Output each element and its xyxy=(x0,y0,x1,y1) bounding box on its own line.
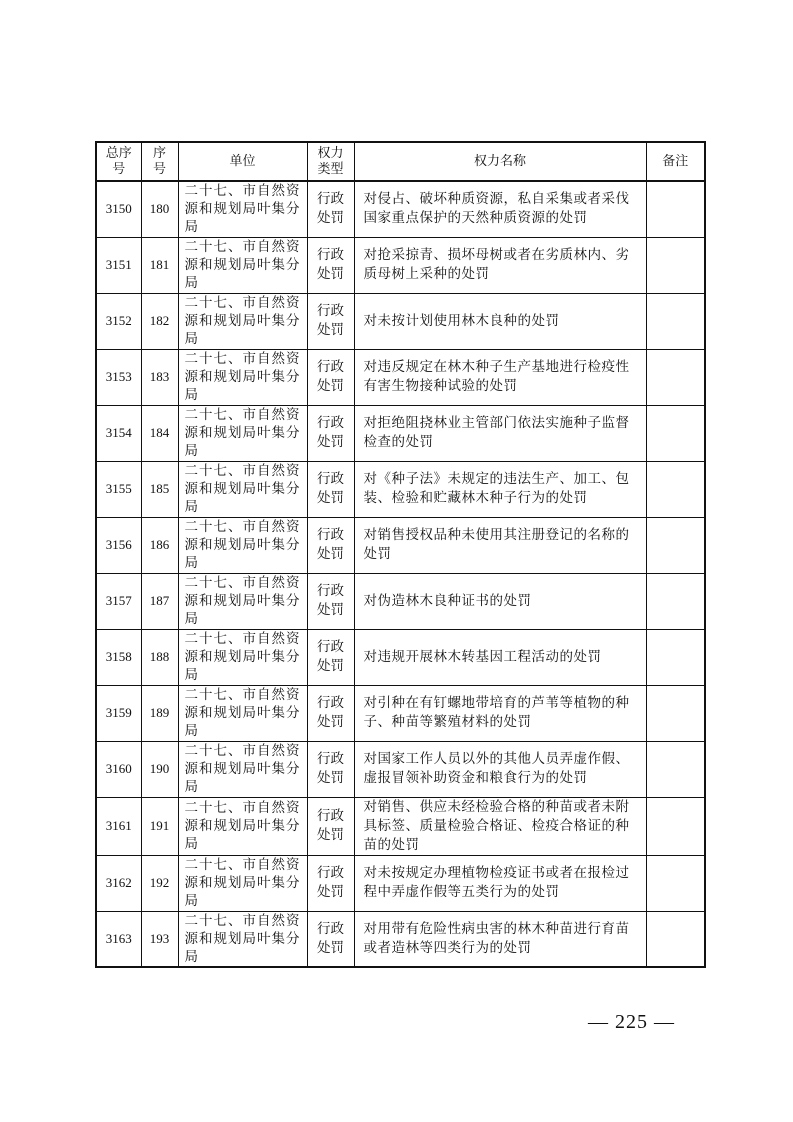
cell-power-type-text: 行政处罚 xyxy=(317,247,344,282)
cell-power-type-text: 行政处罚 xyxy=(317,695,344,730)
cell-unit: 二十七、市自然资源和规划局叶集分局 xyxy=(178,797,307,855)
header-power-name xyxy=(354,142,646,181)
header-remarks-label: 备注 xyxy=(662,153,689,169)
table-row xyxy=(96,629,705,685)
cell-power-type xyxy=(307,405,354,461)
cell-power-type xyxy=(307,237,354,293)
cell-power-name: 对未按计划使用林木良种的处罚 xyxy=(354,293,646,349)
cell-power-type-text: 行政处罚 xyxy=(317,527,344,562)
table-row xyxy=(96,741,705,797)
cell-remarks xyxy=(646,237,705,293)
page-number: — 225 — xyxy=(588,1011,675,1033)
header-remarks xyxy=(646,142,705,181)
cell-remarks xyxy=(646,293,705,349)
cell-unit: 二十七、市自然资源和规划局叶集分局 xyxy=(178,911,307,967)
table-header-row xyxy=(96,142,705,181)
cell-unit: 二十七、市自然资源和规划局叶集分局 xyxy=(178,741,307,797)
cell-power-name: 对违规开展林木转基因工程活动的处罚 xyxy=(354,629,646,685)
cell-power-type xyxy=(307,911,354,967)
cell-power-type-text: 行政处罚 xyxy=(317,808,344,843)
cell-unit: 二十七、市自然资源和规划局叶集分局 xyxy=(178,517,307,573)
cell-power-type-text: 行政处罚 xyxy=(317,639,344,674)
cell-seq-no: 181 xyxy=(141,237,178,293)
cell-power-type xyxy=(307,741,354,797)
cell-remarks xyxy=(646,797,705,855)
cell-power-type-text: 行政处罚 xyxy=(317,359,344,394)
cell-seq-no: 184 xyxy=(141,405,178,461)
cell-power-name: 对违反规定在林木种子生产基地进行检疫性有害生物接种试验的处罚 xyxy=(354,349,646,405)
cell-unit: 二十七、市自然资源和规划局叶集分局 xyxy=(178,349,307,405)
cell-power-name: 对拒绝阻挠林业主管部门依法实施种子监督检查的处罚 xyxy=(354,405,646,461)
cell-seq-no: 188 xyxy=(141,629,178,685)
cell-power-name: 对国家工作人员以外的其他人员弄虚作假、虚报冒领补助资金和粮食行为的处罚 xyxy=(354,741,646,797)
cell-power-name: 对销售、供应未经检验合格的种苗或者未附具标签、质量检验合格证、检疫合格证的种苗的处罚 xyxy=(354,797,646,855)
table-row xyxy=(96,517,705,573)
cell-remarks xyxy=(646,911,705,967)
table-row xyxy=(96,461,705,517)
header-seq-no-label: 序号 xyxy=(152,145,166,177)
cell-remarks xyxy=(646,405,705,461)
cell-total-no: 3160 xyxy=(96,741,141,797)
cell-power-type xyxy=(307,797,354,855)
cell-power-type xyxy=(307,349,354,405)
cell-total-no: 3163 xyxy=(96,911,141,967)
cell-seq-no: 189 xyxy=(141,685,178,741)
header-power-type-label: 权力类型 xyxy=(317,145,344,177)
cell-seq-no: 182 xyxy=(141,293,178,349)
table-row xyxy=(96,855,705,911)
cell-power-name: 对伪造林木良种证书的处罚 xyxy=(354,573,646,629)
table-row xyxy=(96,293,705,349)
cell-power-type xyxy=(307,517,354,573)
cell-power-name: 对未按规定办理植物检疫证书或者在报检过程中弄虚作假等五类行为的处罚 xyxy=(354,855,646,911)
cell-remarks xyxy=(646,685,705,741)
cell-power-name: 对销售授权品种未使用其注册登记的名称的处罚 xyxy=(354,517,646,573)
cell-seq-no: 186 xyxy=(141,517,178,573)
table-row xyxy=(96,911,705,967)
cell-power-type-text: 行政处罚 xyxy=(317,920,344,956)
cell-power-type xyxy=(307,629,354,685)
table-row xyxy=(96,573,705,629)
header-power-type xyxy=(307,142,354,181)
cell-seq-no: 180 xyxy=(141,181,178,237)
cell-total-no: 3161 xyxy=(96,797,141,855)
table-row xyxy=(96,685,705,741)
cell-total-no: 3152 xyxy=(96,293,141,349)
cell-remarks xyxy=(646,517,705,573)
table-row xyxy=(96,349,705,405)
cell-unit: 二十七、市自然资源和规划局叶集分局 xyxy=(178,293,307,349)
cell-total-no: 3156 xyxy=(96,517,141,573)
cell-unit: 二十七、市自然资源和规划局叶集分局 xyxy=(178,405,307,461)
cell-remarks xyxy=(646,855,705,911)
cell-total-no: 3153 xyxy=(96,349,141,405)
cell-unit: 二十七、市自然资源和规划局叶集分局 xyxy=(178,237,307,293)
table-row xyxy=(96,181,705,237)
cell-power-type xyxy=(307,293,354,349)
cell-power-type-text: 行政处罚 xyxy=(317,865,344,900)
cell-total-no: 3151 xyxy=(96,237,141,293)
cell-power-type xyxy=(307,461,354,517)
cell-power-type-text: 行政处罚 xyxy=(317,751,344,786)
table-row xyxy=(96,797,705,855)
cell-remarks xyxy=(646,461,705,517)
cell-power-type xyxy=(307,181,354,237)
header-total-no xyxy=(96,142,141,181)
cell-remarks xyxy=(646,349,705,405)
cell-total-no: 3162 xyxy=(96,855,141,911)
power-list-table xyxy=(95,141,706,968)
header-power-name-label: 权力名称 xyxy=(473,153,526,169)
cell-seq-no: 192 xyxy=(141,855,178,911)
cell-remarks xyxy=(646,741,705,797)
cell-total-no: 3158 xyxy=(96,629,141,685)
cell-power-name: 对侵占、破坏种质资源，私自采集或者采伐国家重点保护的天然种质资源的处罚 xyxy=(354,181,646,237)
cell-power-type-text: 行政处罚 xyxy=(317,191,344,227)
cell-power-type xyxy=(307,573,354,629)
cell-power-name: 对《种子法》未规定的违法生产、加工、包装、检验和贮藏林木种子行为的处罚 xyxy=(354,461,646,517)
cell-total-no: 3157 xyxy=(96,573,141,629)
cell-remarks xyxy=(646,629,705,685)
cell-power-type-text: 行政处罚 xyxy=(317,471,344,506)
cell-power-type-text: 行政处罚 xyxy=(317,303,344,338)
cell-seq-no: 193 xyxy=(141,911,178,967)
cell-power-type xyxy=(307,855,354,911)
cell-seq-no: 191 xyxy=(141,797,178,855)
cell-seq-no: 183 xyxy=(141,349,178,405)
cell-power-name: 对引种在有钉螺地带培育的芦苇等植物的种子、种苗等繁殖材料的处罚 xyxy=(354,685,646,741)
header-unit-label: 单位 xyxy=(229,153,256,169)
cell-unit: 二十七、市自然资源和规划局叶集分局 xyxy=(178,629,307,685)
cell-power-type-text: 行政处罚 xyxy=(317,415,344,450)
cell-remarks xyxy=(646,573,705,629)
cell-power-type-text: 行政处罚 xyxy=(317,583,344,618)
cell-remarks xyxy=(646,181,705,237)
cell-unit: 二十七、市自然资源和规划局叶集分局 xyxy=(178,461,307,517)
cell-seq-no: 187 xyxy=(141,573,178,629)
cell-total-no: 3150 xyxy=(96,181,141,237)
cell-total-no: 3159 xyxy=(96,685,141,741)
cell-seq-no: 185 xyxy=(141,461,178,517)
cell-power-type xyxy=(307,685,354,741)
cell-seq-no: 190 xyxy=(141,741,178,797)
table-row xyxy=(96,237,705,293)
cell-unit: 二十七、市自然资源和规划局叶集分局 xyxy=(178,181,307,237)
cell-unit: 二十七、市自然资源和规划局叶集分局 xyxy=(178,685,307,741)
cell-power-name: 对抢采掠青、损坏母树或者在劣质林内、劣质母树上采种的处罚 xyxy=(354,237,646,293)
cell-unit: 二十七、市自然资源和规划局叶集分局 xyxy=(178,573,307,629)
header-total-no-label: 总序号 xyxy=(105,145,132,177)
header-seq-no xyxy=(141,142,178,181)
cell-total-no: 3154 xyxy=(96,405,141,461)
cell-total-no: 3155 xyxy=(96,461,141,517)
table-row xyxy=(96,405,705,461)
cell-power-name: 对用带有危险性病虫害的林木种苗进行育苗或者造林等四类行为的处罚 xyxy=(354,911,646,967)
header-unit xyxy=(178,142,307,181)
cell-unit: 二十七、市自然资源和规划局叶集分局 xyxy=(178,855,307,911)
